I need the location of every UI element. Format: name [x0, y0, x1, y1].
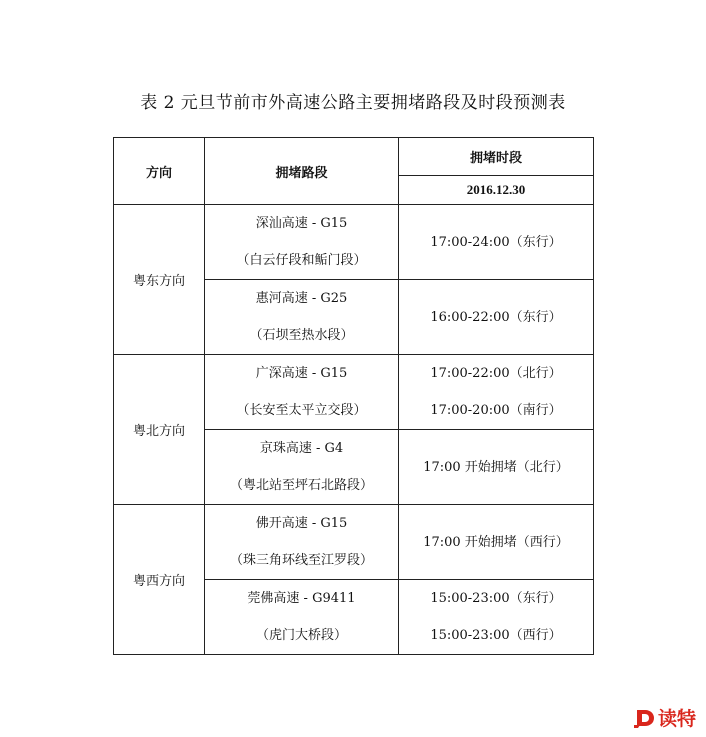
road-name: 惠河高速 - G25 — [255, 291, 348, 306]
table-row — [114, 205, 594, 280]
road-segment: （虎门大桥段） — [255, 628, 347, 643]
table-row — [114, 505, 594, 580]
time-value: 17:00-22:00（北行） — [430, 366, 562, 381]
road-segment: （白云仔段和鲘门段） — [236, 253, 367, 268]
road-name: 佛开高速 - G15 — [255, 516, 348, 531]
time-value: 17:00 开始拥堵（西行） — [423, 534, 569, 550]
time-cell — [399, 505, 594, 580]
congestion-forecast-table — [113, 137, 594, 655]
time-cell — [399, 430, 594, 505]
time-value: 15:00-23:00（西行） — [430, 628, 562, 643]
time-cell — [399, 355, 594, 430]
road-segment: （珠三角环线至江罗段） — [229, 553, 373, 568]
road-name: 莞佛高速 - G9411 — [247, 591, 356, 606]
header-direction: 方向 — [114, 138, 205, 205]
header-time: 拥堵时段 — [399, 138, 594, 176]
road-name: 深汕高速 - G15 — [255, 216, 348, 231]
table-title: 表 2 元旦节前市外高速公路主要拥堵路段及时段预测表 — [140, 93, 566, 113]
time-cell — [399, 280, 594, 355]
time-value: 17:00 开始拥堵（北行） — [423, 459, 569, 475]
time-value: 15:00-23:00（东行） — [430, 591, 562, 606]
section-cell — [205, 280, 399, 355]
watermark-text: 读特 — [657, 708, 696, 730]
watermark — [634, 704, 696, 731]
direction-cell: 粤东方向 — [114, 205, 205, 355]
road-segment: （石坝至热水段） — [249, 328, 354, 343]
table-row — [114, 355, 594, 430]
time-cell — [399, 580, 594, 655]
direction-cell: 粤西方向 — [114, 505, 205, 655]
road-segment: （长安至太平立交段） — [236, 403, 367, 418]
direction-cell: 粤北方向 — [114, 355, 205, 505]
time-cell — [399, 205, 594, 280]
section-cell — [205, 430, 399, 505]
road-segment: （粤北站至坪石北路段） — [229, 478, 373, 493]
time-value: 17:00-20:00（南行） — [430, 403, 562, 418]
section-cell — [205, 580, 399, 655]
dute-logo-icon — [634, 707, 656, 729]
header-section: 拥堵路段 — [205, 138, 399, 205]
time-value: 16:00-22:00（东行） — [430, 309, 562, 325]
road-name: 京珠高速 - G4 — [259, 441, 344, 456]
section-cell — [205, 505, 399, 580]
section-cell — [205, 355, 399, 430]
time-value: 17:00-24:00（东行） — [430, 234, 562, 250]
section-cell — [205, 205, 399, 280]
header-date: 2016.12.30 — [399, 176, 594, 205]
road-name: 广深高速 - G15 — [255, 366, 348, 381]
